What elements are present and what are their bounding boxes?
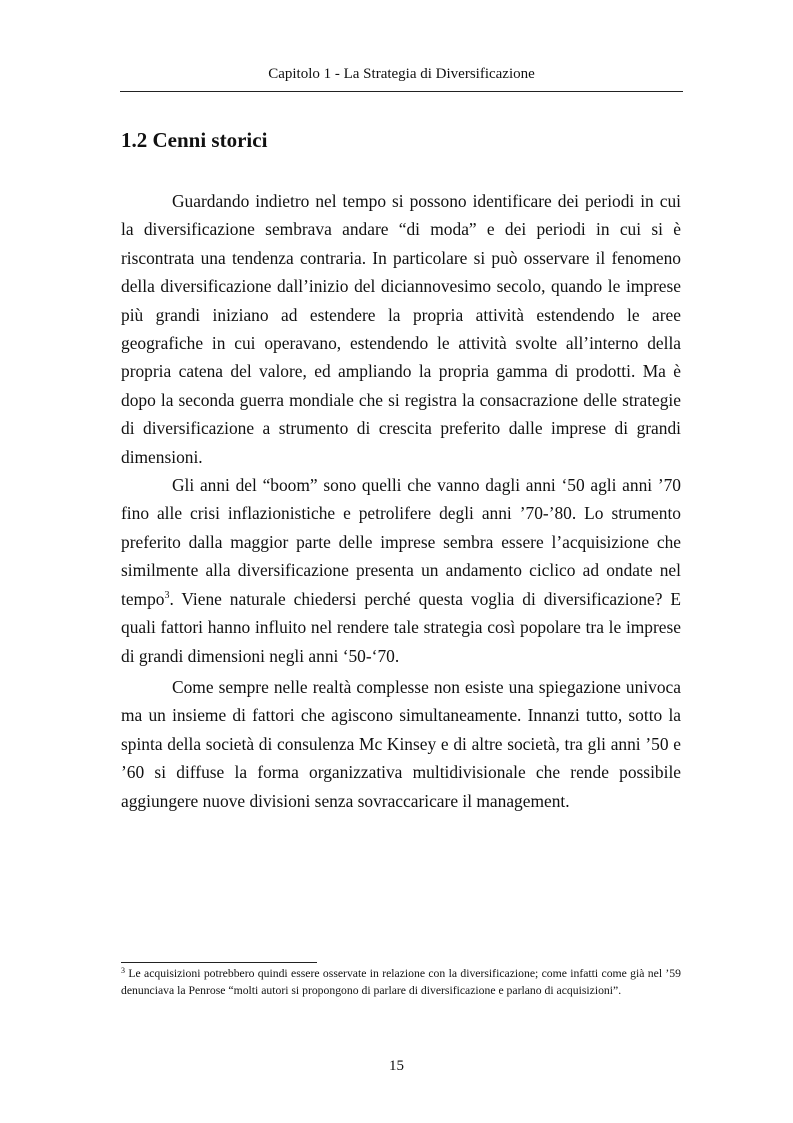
footnote-reference[interactable]: 3 [164,589,170,601]
running-header: Capitolo 1 - La Strategia di Diversificazione [268,66,535,82]
paragraph-2-text-b: . Viene naturale chiedersi perché questa voglia di diversificazione? E quali fattori hanno influito nel rendere tale strategia così popolare tra le imprese di grandi dimensioni negli anni ‘50-‘70. [121,588,681,666]
page-number: 15 [389,1058,404,1074]
header-divider [120,91,683,92]
section-title: 1.2 Cenni storici [121,128,268,152]
paragraph-2-text-a: Gli anni del “boom” sono quelli che vanno dagli anni ‘50 agli anni ’70 fino alle crisi inflazionistiche e petrolifere degli anni ’70-’80. Lo strumento preferito dalla maggior parte delle imprese sembra essere l’acquisizione che similmente alla diversificazione presenta un andamento ciclico ad ondate nel tempo [121,475,681,609]
paragraph-1: Guardando indietro nel tempo si possono identificare dei periodi in cui la diversificazione sembrava andare “di moda” e dei periodi in cui si è riscontrata una tendenza contraria. In particolare si può osservare il fenomeno della diversificazione dall’inizio del diciannovesimo secolo, quando le imprese più grandi iniziano ad estendere la propria attività estendendo le aree geografiche in cui operavano, estendendo le attività svolte all’interno della propria catena del valore, ed ampliando la propria gamma di prodotti. Ma è dopo la seconda guerra mondiale che si registra la consacrazione delle strategie di diversificazione a strumento di crescita preferito dalle imprese di grandi dimensioni. [121,191,681,467]
footnote-text: Le acquisizioni potrebbero quindi essere osservate in relazione con la diversificazione; come infatti come già nel ’59 denunciava la Penrose “molti autori si propongono di parlare di diversificazione e parlano di acquisizioni”. [121,967,681,997]
paragraph-2 [121,471,681,670]
body-text [121,187,681,815]
footnote-divider [121,962,317,963]
footnote-marker: 3 [121,966,125,975]
footnote [121,966,681,999]
paragraph-3: Come sempre nelle realtà complesse non esiste una spiegazione univoca ma un insieme di fattori che agiscono simultaneamente. Innanzi tutto, sotto la spinta della società di consulenza Mc Kinsey e di altre società, tra gli anni ’50 e ’60 si diffuse la forma organizzativa multidivisionale che rende possibile aggiungere nuove divisioni senza sovraccaricare il management. [121,676,681,811]
